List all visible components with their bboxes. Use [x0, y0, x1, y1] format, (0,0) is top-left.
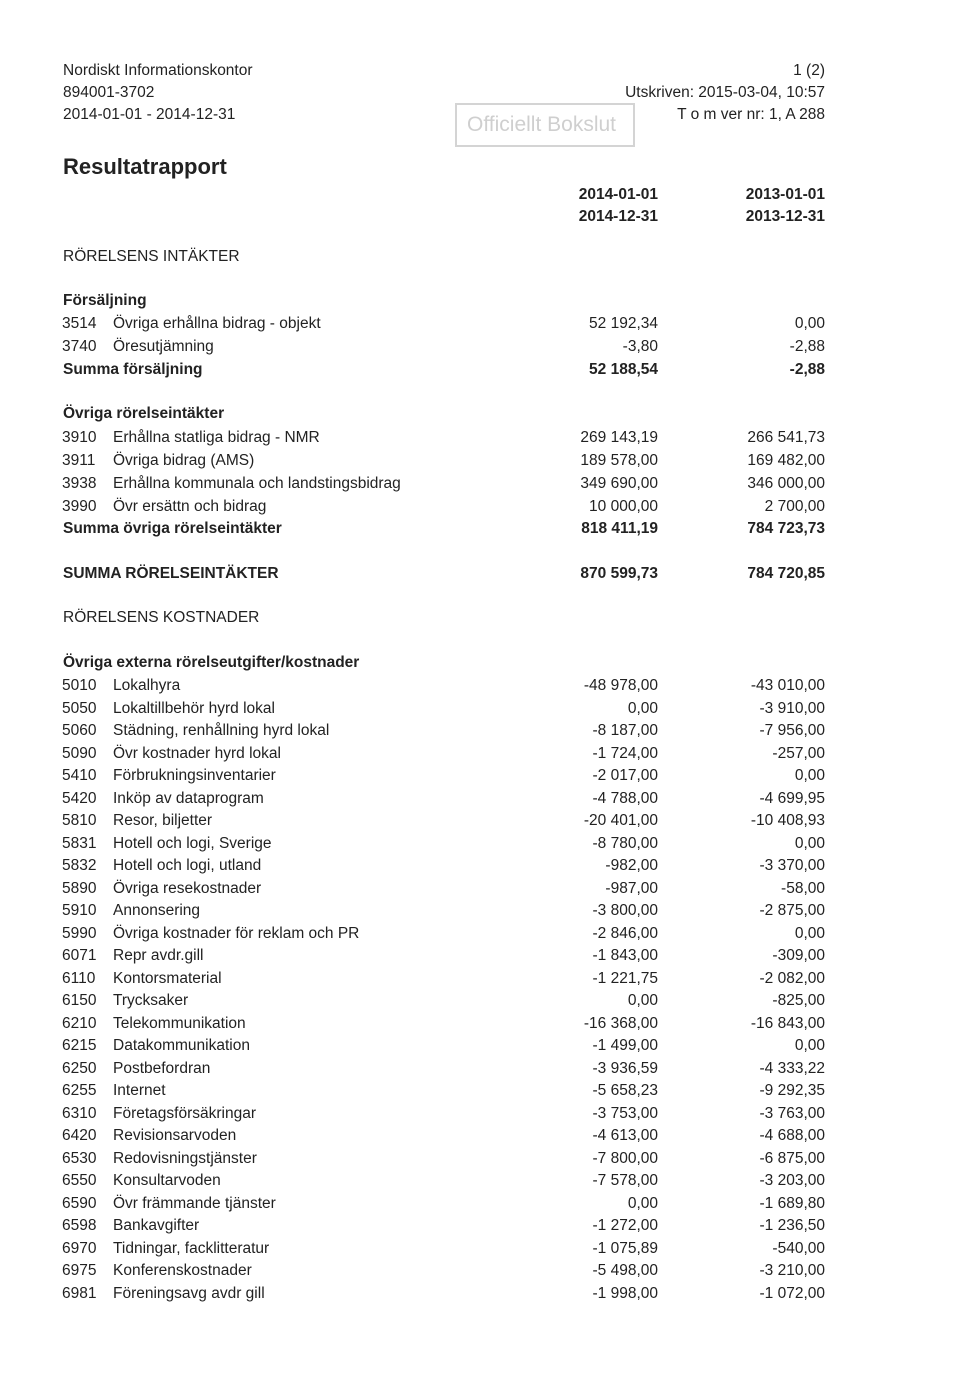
account-description: Inköp av dataprogram [113, 789, 264, 807]
amount-current: -1 221,75 [592, 969, 658, 987]
subtotal-prior: 784 723,73 [747, 520, 825, 537]
account-description: Hotell och logi, Sverige [113, 834, 272, 852]
subtotal-current: 818 411,19 [581, 520, 658, 537]
account-description: Övriga bidrag (AMS) [113, 452, 255, 469]
amount-prior: 0,00 [794, 924, 825, 942]
amount-current: 0,00 [627, 1194, 658, 1212]
account-code: 6981 [62, 1284, 97, 1302]
table-row [0, 835, 960, 857]
table-row [0, 452, 960, 474]
group-heading-other-income: Övriga rörelseintäkter [63, 405, 225, 422]
amount-prior: -16 843,00 [750, 1014, 825, 1032]
account-description: Städning, renhållning hyrd lokal [113, 722, 330, 739]
amount-prior: -7 956,00 [759, 722, 825, 739]
table-row [0, 475, 960, 497]
printed-date: Utskriven: 2015-03-04, 10:57 [625, 84, 825, 101]
table-row [0, 745, 960, 767]
account-code: 6071 [62, 947, 97, 964]
amount-prior: 169 482,00 [747, 452, 825, 469]
group-heading-sales: Försäljning [63, 292, 147, 309]
account-code: 6310 [62, 1104, 97, 1122]
account-description: Övriga erhållna bidrag - objekt [113, 315, 321, 332]
amount-prior: -257,00 [772, 744, 825, 762]
account-code: 5890 [62, 879, 97, 897]
amount-current: 0,00 [627, 992, 658, 1009]
table-row [0, 812, 960, 834]
account-description: Öresutjämning [113, 338, 214, 355]
account-description: Konsultarvoden [113, 1172, 221, 1189]
amount-current: -4 613,00 [592, 1127, 658, 1144]
account-description: Trycksaker [113, 992, 189, 1009]
account-code: 6420 [62, 1127, 97, 1144]
amount-prior: -2 082,00 [759, 969, 825, 987]
account-description: Datakommunikation [113, 1037, 250, 1054]
amount-current: -7 800,00 [592, 1149, 658, 1167]
page-number: 1 (2) [793, 62, 825, 79]
account-code: 5990 [62, 924, 97, 942]
account-description: Konferenskostnader [113, 1262, 252, 1279]
account-description: Övriga kostnader för reklam och PR [113, 924, 360, 942]
table-row [0, 1082, 960, 1104]
amount-prior: 0,00 [794, 315, 825, 332]
account-description: Internet [113, 1082, 166, 1099]
amount-current: -1 998,00 [592, 1284, 658, 1302]
page-title: Resultatrapport [63, 154, 227, 179]
account-code: 6598 [62, 1217, 97, 1234]
account-description: Övr kostnader hyrd lokal [113, 744, 281, 762]
amount-prior: -3 210,00 [759, 1262, 825, 1279]
amount-prior: -9 292,35 [759, 1082, 825, 1099]
table-row [0, 1285, 960, 1307]
amount-prior: -1 689,80 [759, 1194, 825, 1212]
amount-current: -16 368,00 [583, 1014, 658, 1032]
amount-prior: -10 408,93 [750, 812, 825, 829]
table-row [0, 338, 960, 360]
total-label: SUMMA RÖRELSEINTÄKTER [63, 565, 279, 582]
total-row-income [0, 565, 960, 587]
table-row [0, 722, 960, 744]
account-code: 5050 [62, 699, 97, 717]
column-current-start: 2014-01-01 [578, 186, 658, 203]
amount-current: -8 780,00 [592, 834, 658, 852]
table-row [0, 315, 960, 337]
table-row [0, 947, 960, 969]
account-code: 6590 [62, 1194, 97, 1212]
amount-current: -7 578,00 [592, 1172, 658, 1189]
amount-current: -8 187,00 [592, 722, 658, 739]
org-number: 894001-3702 [63, 84, 155, 101]
amount-prior: 266 541,73 [747, 429, 825, 446]
amount-current: -1 272,00 [592, 1217, 658, 1234]
amount-current: -2 017,00 [592, 767, 658, 784]
subtotal-label: Summa övriga rörelseintäkter [63, 520, 282, 537]
table-row [0, 857, 960, 879]
account-code: 6210 [62, 1014, 97, 1032]
table-row [0, 677, 960, 699]
account-description: Repr avdr.gill [113, 947, 204, 964]
table-row [0, 1172, 960, 1194]
account-description: Kontorsmaterial [113, 969, 222, 987]
amount-current: -1 724,00 [592, 744, 658, 762]
account-description: Övriga resekostnader [113, 879, 262, 897]
section-heading-costs: RÖRELSENS KOSTNADER [63, 609, 260, 626]
column-current-end: 2014-12-31 [578, 208, 658, 225]
account-code: 6150 [62, 992, 97, 1009]
amount-prior: -3 910,00 [759, 699, 825, 717]
amount-current: -4 788,00 [592, 789, 658, 807]
table-row [0, 1060, 960, 1082]
account-code: 6255 [62, 1082, 97, 1099]
account-description: Annonsering [113, 902, 201, 919]
amount-current: -3 800,00 [592, 902, 658, 919]
account-code: 3740 [62, 338, 97, 355]
account-code: 5410 [62, 767, 97, 784]
table-row [0, 790, 960, 812]
account-description: Revisionsarvoden [113, 1127, 237, 1144]
account-description: Bankavgifter [113, 1217, 200, 1234]
amount-prior: 346 000,00 [747, 475, 825, 492]
amount-current: -5 498,00 [592, 1262, 658, 1279]
amount-current: -987,00 [605, 879, 658, 897]
account-code: 6215 [62, 1037, 97, 1054]
account-description: Företagsförsäkringar [113, 1104, 257, 1122]
table-row [0, 1127, 960, 1149]
amount-current: -5 658,23 [592, 1082, 658, 1099]
account-code: 5810 [62, 812, 97, 829]
table-row [0, 1262, 960, 1284]
account-code: 3911 [62, 452, 96, 469]
table-row [0, 1217, 960, 1239]
account-code: 6975 [62, 1262, 97, 1279]
amount-prior: -4 699,95 [759, 789, 825, 807]
subtotal-prior: -2,88 [789, 361, 825, 378]
account-description: Erhållna kommunala och landstingsbidrag [113, 475, 401, 492]
account-code: 6530 [62, 1149, 97, 1167]
account-description: Erhållna statliga bidrag - NMR [113, 429, 320, 446]
amount-prior: -2,88 [789, 338, 825, 355]
table-row [0, 1240, 960, 1262]
account-description: Föreningsavg avdr gill [113, 1284, 265, 1302]
amount-prior: 0,00 [794, 834, 825, 852]
table-row [0, 970, 960, 992]
account-description: Resor, biljetter [113, 812, 213, 829]
account-code: 5832 [62, 857, 97, 874]
amount-current: -3 753,00 [592, 1104, 658, 1122]
total-prior: 784 720,85 [747, 565, 825, 582]
amount-current: 269 143,19 [580, 429, 658, 446]
amount-current: -48 978,00 [583, 677, 658, 694]
amount-current: -1 499,00 [592, 1037, 658, 1054]
company-name: Nordiskt Informationskontor [63, 62, 253, 79]
amount-current: 349 690,00 [580, 475, 658, 492]
account-code: 6550 [62, 1172, 97, 1189]
account-description: Övr främmande tjänster [113, 1194, 276, 1212]
account-code: 5910 [62, 902, 97, 919]
amount-prior: -1 236,50 [759, 1217, 825, 1234]
table-row [0, 429, 960, 451]
subtotal-current: 52 188,54 [589, 361, 658, 378]
table-row [0, 1015, 960, 1037]
account-code: 3910 [62, 429, 97, 446]
account-description: Redovisningstjänster [113, 1149, 257, 1167]
amount-current: -3,80 [622, 338, 658, 355]
account-code: 3990 [62, 498, 97, 515]
table-row [0, 925, 960, 947]
account-description: Förbrukningsinventarier [113, 767, 276, 784]
version-number: T o m ver nr: 1, A 288 [677, 106, 825, 123]
account-code: 6110 [62, 969, 96, 987]
account-code: 5831 [62, 834, 97, 852]
amount-current: -2 846,00 [592, 924, 658, 942]
table-row [0, 1105, 960, 1127]
amount-current: -982,00 [605, 857, 658, 874]
account-description: Lokalhyra [113, 677, 181, 694]
amount-prior: -3 763,00 [759, 1104, 825, 1122]
amount-prior: -2 875,00 [759, 902, 825, 919]
amount-current: 0,00 [627, 699, 658, 717]
section-heading-income: RÖRELSENS INTÄKTER [63, 248, 240, 265]
column-prior-period [746, 184, 825, 228]
account-code: 5010 [62, 677, 97, 694]
group-heading-external-costs: Övriga externa rörelseutgifter/kostnader [63, 654, 360, 671]
amount-current: -1 075,89 [592, 1239, 658, 1257]
table-row [0, 902, 960, 924]
account-description: Övr ersättn och bidrag [113, 498, 267, 515]
account-description: Telekommunikation [113, 1014, 246, 1032]
account-code: 6250 [62, 1059, 97, 1077]
account-code: 6970 [62, 1239, 97, 1257]
column-prior-end: 2013-12-31 [745, 208, 825, 225]
amount-prior: -3 370,00 [759, 857, 825, 874]
table-row [0, 880, 960, 902]
amount-prior: -1 072,00 [759, 1284, 825, 1302]
amount-current: -3 936,59 [592, 1059, 658, 1077]
table-row [0, 498, 960, 520]
amount-current: -20 401,00 [583, 812, 658, 829]
amount-prior: -309,00 [772, 947, 825, 964]
table-row [0, 700, 960, 722]
amount-prior: -58,00 [781, 879, 825, 897]
table-row [0, 767, 960, 789]
amount-prior: -3 203,00 [759, 1172, 825, 1189]
report-period: 2014-01-01 - 2014-12-31 [63, 106, 236, 123]
table-row [0, 1037, 960, 1059]
amount-current: 189 578,00 [580, 452, 658, 469]
amount-prior: 0,00 [794, 767, 825, 784]
account-description: Lokaltillbehör hyrd lokal [113, 699, 275, 717]
amount-prior: 0,00 [794, 1037, 825, 1054]
account-description: Tidningar, facklitteratur [113, 1239, 270, 1257]
amount-current: -1 843,00 [592, 947, 658, 964]
amount-prior: -43 010,00 [750, 677, 825, 694]
account-code: 3514 [62, 315, 97, 332]
account-code: 3938 [62, 475, 97, 492]
account-description: Hotell och logi, utland [113, 857, 262, 874]
subtotal-row [0, 520, 960, 542]
amount-prior: -6 875,00 [759, 1149, 825, 1167]
table-row [0, 1195, 960, 1217]
official-stamp: Officiellt Bokslut [455, 103, 635, 147]
total-current: 870 599,73 [580, 565, 658, 582]
column-current-period [579, 184, 658, 228]
account-code: 5090 [62, 744, 97, 762]
column-prior-start: 2013-01-01 [745, 186, 825, 203]
amount-current: 52 192,34 [589, 315, 658, 332]
account-description: Postbefordran [113, 1059, 211, 1077]
account-code: 5420 [62, 789, 97, 807]
amount-current: 10 000,00 [589, 498, 658, 515]
account-code: 5060 [62, 722, 97, 739]
table-row [0, 1150, 960, 1172]
subtotal-label: Summa försäljning [63, 361, 203, 378]
amount-prior: -825,00 [772, 992, 825, 1009]
amount-prior: -4 688,00 [759, 1127, 825, 1144]
amount-prior: 2 700,00 [764, 498, 825, 515]
subtotal-row [0, 361, 960, 383]
amount-prior: -540,00 [772, 1239, 825, 1257]
amount-prior: -4 333,22 [759, 1059, 825, 1077]
table-row [0, 992, 960, 1014]
